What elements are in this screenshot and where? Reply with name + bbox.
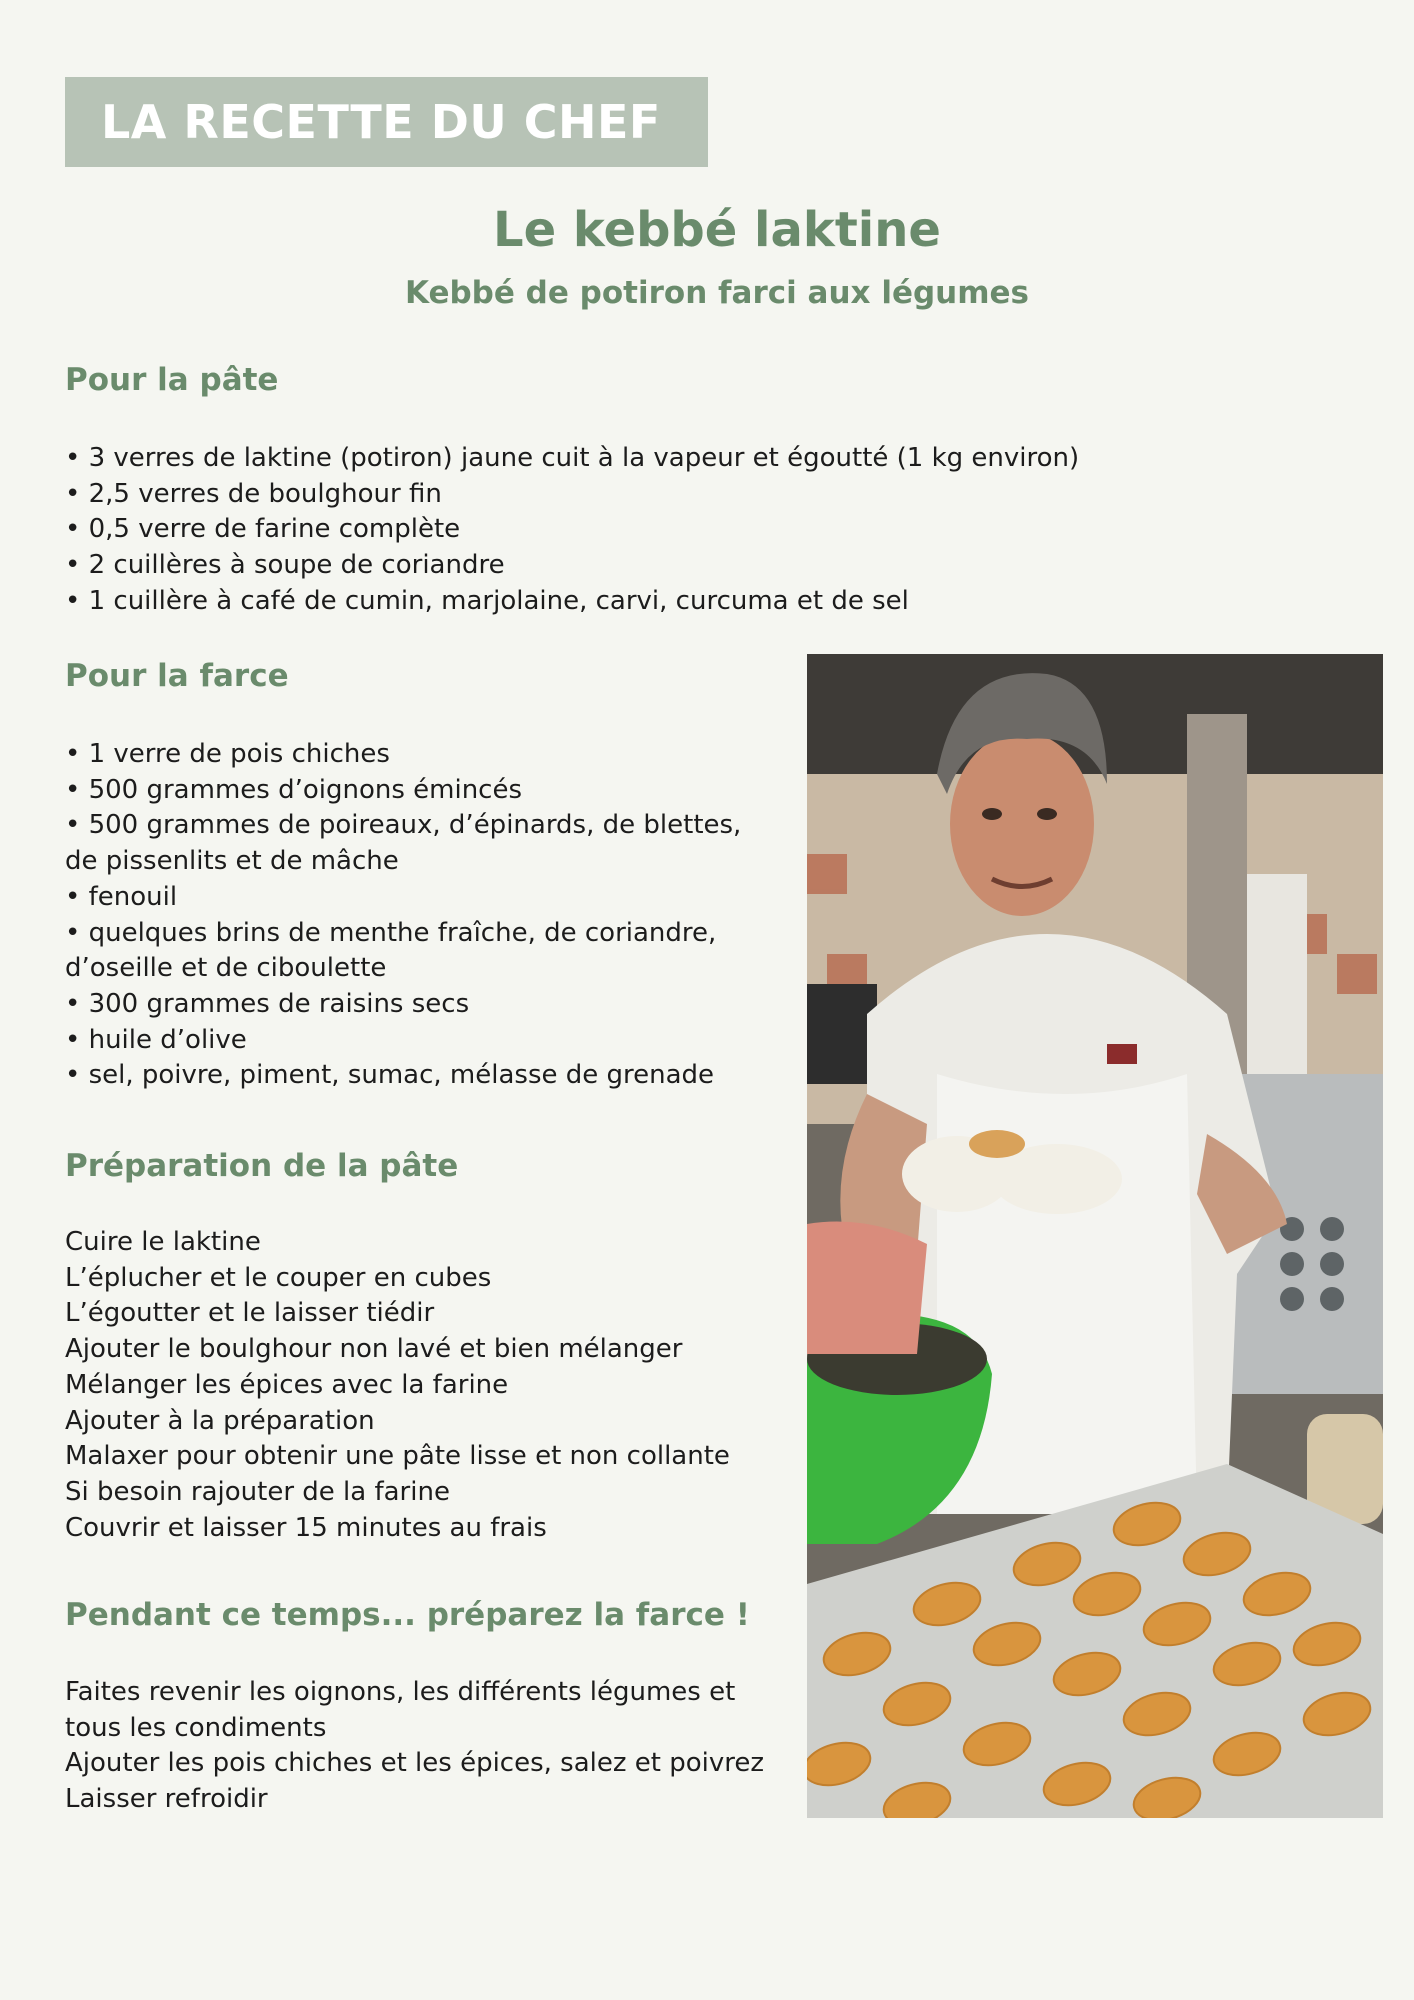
list-item: Faites revenir les oignons, les différents légumes et <box>65 1677 736 1707</box>
list-item: • fenouil <box>65 881 178 912</box>
list-item: • 2,5 verres de boulghour fin <box>65 478 442 509</box>
list-item: • huile d’olive <box>65 1024 247 1055</box>
list-item: • 0,5 verre de farine complète <box>65 514 461 545</box>
list-item: L’égoutter et le laisser tiédir <box>65 1298 435 1329</box>
chef-photo <box>807 654 1383 1818</box>
list-farce <box>65 737 741 1094</box>
list-item: d’oseille et de ciboulette <box>65 953 387 984</box>
list-item: • 300 grammes de raisins secs <box>65 988 470 1019</box>
list-item: • sel, poivre, piment, sumac, mélasse de grenade <box>65 1060 715 1091</box>
list-item: • 500 grammes de poireaux, d’épinards, de blettes, <box>65 810 742 841</box>
list-item: tous les condiments <box>65 1712 327 1743</box>
heading-preparation: Préparation de la pâte <box>65 1148 459 1184</box>
list-item: • 500 grammes d’oignons émincés <box>65 774 523 805</box>
recipe-subtitle: Kebbé de potiron farci aux légumes <box>404 275 1030 311</box>
heading-pendant: Pendant ce temps... préparez la farce ! <box>65 1597 750 1633</box>
list-item: Mélanger les épices avec la farine <box>65 1369 509 1400</box>
list-item: Ajouter à la préparation <box>65 1405 375 1436</box>
list-pendant <box>65 1675 764 1818</box>
list-item: Ajouter les pois chiches et les épices, salez et poivrez <box>65 1748 765 1779</box>
heading-farce: Pour la farce <box>65 658 289 694</box>
list-item: Couvrir et laisser 15 minutes au frais <box>65 1512 547 1543</box>
list-item: L’éplucher et le couper en cubes <box>65 1262 492 1293</box>
list-item: • 2 cuillères à soupe de coriandre <box>65 550 505 581</box>
list-item: • 1 verre de pois chiches <box>65 739 390 769</box>
list-item: Malaxer pour obtenir une pâte lisse et non collante <box>65 1441 730 1472</box>
list-item: • 1 cuillère à café de cumin, marjolaine, carvi, curcuma et de sel <box>65 585 909 616</box>
list-item: • 3 verres de laktine (potiron) jaune cuit à la vapeur et égoutté (1 kg environ) <box>65 443 1080 473</box>
list-item: Cuire le laktine <box>65 1227 261 1257</box>
list-preparation <box>65 1225 730 1546</box>
recipe-title: Le kebbé laktine <box>493 202 941 258</box>
chef-photo-illustration <box>807 654 1383 1818</box>
section-banner: LA RECETTE DU CHEF <box>65 77 708 167</box>
list-item: Ajouter le boulghour non lavé et bien mélanger <box>65 1334 683 1365</box>
list-item: de pissenlits et de mâche <box>65 846 399 877</box>
list-pate <box>65 441 1079 620</box>
list-item: Laisser refroidir <box>65 1784 268 1815</box>
list-item: • quelques brins de menthe fraîche, de coriandre, <box>65 917 717 948</box>
heading-pate: Pour la pâte <box>65 362 279 398</box>
list-item: Si besoin rajouter de la farine <box>65 1476 450 1507</box>
